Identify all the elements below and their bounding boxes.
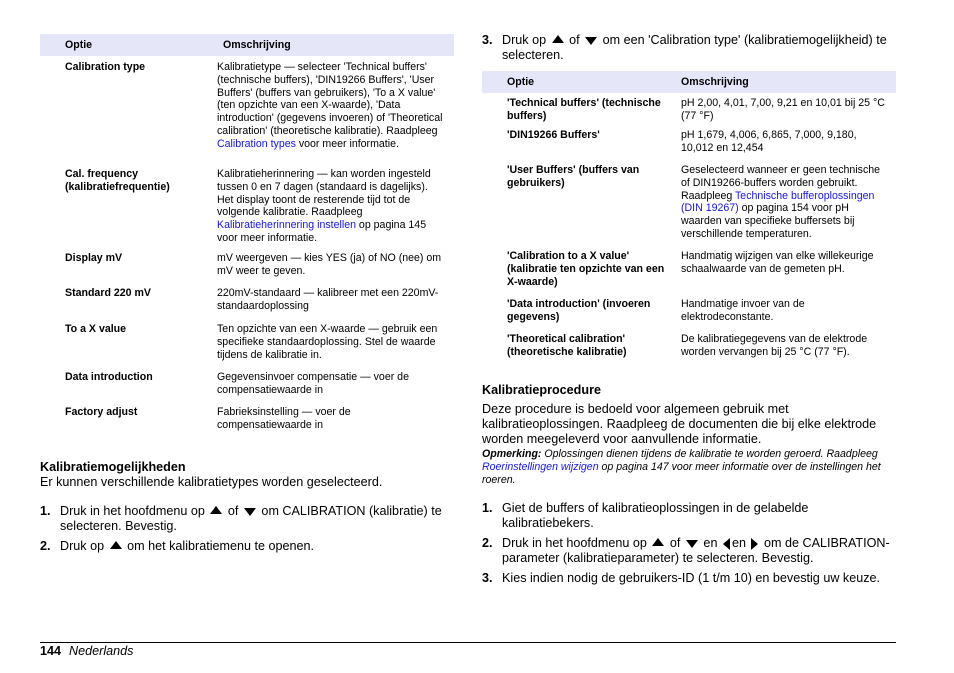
table-header-row — [482, 71, 896, 93]
step-text: om de CALIBRATION-parameter (kalibratieparameter) te selecteren. Bevestig. — [502, 536, 890, 565]
text-segment: voor meer informatie. — [295, 137, 399, 150]
step-text: Druk in het hoofdmenu op — [60, 504, 209, 518]
cross-reference-link[interactable]: Technische bufferoplossingen (DIN 19267) — [681, 189, 875, 215]
step-number: 1. — [482, 501, 493, 515]
table-row — [482, 250, 896, 298]
step-text: of — [565, 33, 584, 47]
option-name: 'Data introduction' (invoeren gegevens) — [507, 298, 651, 323]
option-description — [675, 164, 896, 250]
options-table-body — [40, 56, 454, 436]
steps-list — [40, 504, 454, 554]
procedure-intro: Deze procedure is bedoeld voor algemeen gebruik met kalibratieoplossingen. Raadpleeg de documenten die bij elke elektrode worden meegeleverd voor aanvullende informatie. — [482, 402, 877, 446]
step-text: Druk op — [502, 33, 550, 47]
table-row — [482, 93, 896, 129]
right-arrow-icon — [751, 538, 758, 550]
down-arrow-icon — [585, 37, 597, 45]
step-number: 2. — [482, 536, 493, 550]
step-item — [482, 501, 896, 531]
step-text: Giet de buffers of kalibratieoplossingen in de gelabelde kalibratiebekers. — [502, 501, 809, 530]
option-description — [217, 406, 454, 436]
header-option: Optie — [482, 71, 675, 93]
step-number: 2. — [40, 539, 51, 553]
option-name: Factory adjust — [65, 406, 138, 418]
step-number: 3. — [482, 571, 493, 585]
option-name: Display mV — [65, 252, 123, 264]
text-segment: Handmatige invoer van de elektrodeconstante. — [681, 298, 805, 323]
step-item — [482, 536, 896, 566]
cross-reference-link[interactable]: Roerinstellingen wijzigen — [482, 461, 599, 473]
table-row — [482, 298, 896, 333]
text-segment: op pagina 147 voor meer informatie over de instellingen het roeren. — [482, 461, 881, 486]
procedure-note — [482, 448, 896, 487]
step-text: Kies indien nodig de gebruikers-ID (1 t/m 10) en bevestig uw keuze. — [502, 571, 881, 585]
step-text: Druk in het hoofdmenu op — [502, 536, 651, 550]
step-text: en — [731, 536, 750, 550]
step-text: om CALIBRATION (kalibratie) te selecteren. Bevestig. — [60, 504, 442, 533]
step-text: om een 'Calibration type' (kalibratiemogelijkheid) te selecteren. — [502, 33, 887, 62]
section-heading: Kalibratiemogelijkheden — [40, 460, 186, 474]
table-row — [40, 323, 454, 371]
calibration-types-table-body — [482, 93, 896, 363]
calibration-options-section — [40, 460, 454, 559]
option-description — [217, 323, 454, 371]
text-segment: Geselecteerd wanneer er geen technische of DIN19266-buffers worden gebruikt. Raadpleeg — [681, 164, 881, 202]
option-name: To a X value — [65, 323, 127, 335]
step-text: of — [666, 536, 684, 550]
options-table — [40, 34, 454, 436]
step-text: om het kalibratiemenu te openen. — [123, 539, 315, 553]
text-segment: Kalibratieherinnering — kan worden ingesteld tussen 0 en 7 dagen (standaard is dagelijks). Het display toont de resterende tijd tot de volgende kalibratie. Raadpleeg — [217, 168, 431, 219]
text-segment: mV weergeven — kies YES (ja) of NO (nee) om mV weer te geven. — [217, 252, 442, 277]
table-row — [482, 333, 896, 363]
option-description — [217, 252, 454, 287]
table-row — [482, 129, 896, 164]
step-number: 1. — [40, 504, 51, 518]
table-header-row — [40, 34, 454, 56]
option-description — [675, 129, 896, 164]
text-segment: De kalibratiegegevens van de elektrode worden vervangen bij 25 °C (77 °F). — [681, 333, 868, 358]
calibration-types-table — [482, 71, 896, 363]
step-item — [40, 504, 454, 534]
option-name: 'Calibration to a X value' (kalibratie ten opzichte van een X-waarde) — [507, 250, 665, 288]
cross-reference-link[interactable]: Kalibratieherinnering instellen — [217, 219, 356, 232]
option-description — [217, 56, 454, 168]
text-segment: Kalibratietype — selecteer 'Technical buffers' (technische buffers), 'DIN19266 Buffers', 'User Buffers' (buffers van gebruikers), 'To a X value' (ten opzichte van een X-waarde), 'Data introduction' (gegevens invoeren) of 'Theoretical calibration' (theoretische kalibratie). Raadpleeg — [217, 61, 443, 137]
text-segment: op pagina 145 voor meer informatie. — [217, 219, 427, 244]
text-segment: pH 1,679, 4,006, 6,865, 7,000, 9,180, 10,012 en 12,454 — [681, 129, 857, 154]
footer-language: Nederlands — [69, 644, 134, 658]
option-name: Calibration type — [65, 61, 146, 73]
step-text: of — [224, 504, 242, 518]
text-segment: Oplossingen dienen tijdens de kalibratie te worden geroerd. Raadpleeg — [544, 448, 878, 460]
page-number: 144 — [40, 644, 62, 658]
up-arrow-icon — [552, 35, 564, 43]
option-description — [217, 287, 454, 323]
option-name: 'Theoretical calibration' (theoretische kalibratie) — [507, 333, 627, 358]
table-row — [40, 252, 454, 287]
step-item — [40, 539, 454, 554]
procedure-section — [482, 383, 896, 591]
option-name: 'DIN19266 Buffers' — [507, 129, 600, 141]
step-text: en — [699, 536, 721, 550]
option-name: 'Technical buffers' (technische buffers) — [507, 97, 661, 122]
option-description — [675, 250, 896, 298]
text-segment: Fabrieksinstelling — voer de compensatiewaarde in — [217, 406, 351, 431]
page-footer — [40, 644, 133, 658]
section-intro: Er kunnen verschillende kalibratietypes worden geselecteerd. — [40, 475, 383, 489]
text-segment: Ten opzichte van een X-waarde — gebruik een specifieke standaardoplossing. Stel de waarde tijdens de kalibratie in. — [217, 323, 438, 361]
table-row — [40, 56, 454, 168]
table-row — [40, 371, 454, 406]
left-arrow-icon — [723, 538, 730, 550]
text-segment: 220mV-standaard — kalibreer met een 220mV-standaardoplossing — [217, 287, 439, 312]
step-number: 3. — [482, 33, 493, 47]
step-item — [482, 33, 896, 63]
table-row — [40, 168, 454, 252]
down-arrow-icon — [244, 508, 256, 516]
option-description — [217, 371, 454, 406]
text-segment: Gegevensinvoer compensatie — voer de compensatiewaarde in — [217, 371, 409, 396]
header-description: Omschrijving — [217, 34, 454, 56]
text-segment: op pagina 154 voor pH waarden van specifieke buffersets bij verschillende temperaturen. — [681, 202, 855, 240]
option-name: 'User Buffers' (buffers van gebruikers) — [507, 164, 640, 189]
note-label: Opmerking: — [482, 448, 542, 460]
step-item — [482, 571, 896, 586]
text-segment: Handmatig wijzigen van elke willekeurige schaalwaarde van de gemeten pH. — [681, 250, 874, 275]
option-description — [217, 168, 454, 252]
option-name: Standard 220 mV — [65, 287, 151, 299]
up-arrow-icon — [210, 506, 222, 514]
procedure-heading: Kalibratieprocedure — [482, 383, 601, 397]
option-description — [675, 333, 896, 363]
header-description: Omschrijving — [675, 71, 896, 93]
table-row — [40, 287, 454, 323]
option-name: Data introduction — [65, 371, 153, 383]
header-option: Optie — [40, 34, 217, 56]
step-3-list — [482, 33, 896, 68]
option-description — [675, 93, 896, 129]
procedure-steps — [482, 501, 896, 586]
up-arrow-icon — [652, 538, 664, 546]
down-arrow-icon — [686, 540, 698, 548]
text-segment: pH 2,00, 4,01, 7,00, 9,21 en 10,01 bij 25 °C (77 °F) — [681, 97, 885, 122]
step-text: Druk op — [60, 539, 108, 553]
option-name: Cal. frequency (kalibratiefrequentie) — [65, 168, 170, 193]
cross-reference-link[interactable]: Calibration types — [217, 137, 296, 150]
table-row — [482, 164, 896, 250]
option-description — [675, 298, 896, 333]
table-row — [40, 406, 454, 436]
up-arrow-icon — [110, 541, 122, 549]
footer-divider — [40, 642, 896, 643]
